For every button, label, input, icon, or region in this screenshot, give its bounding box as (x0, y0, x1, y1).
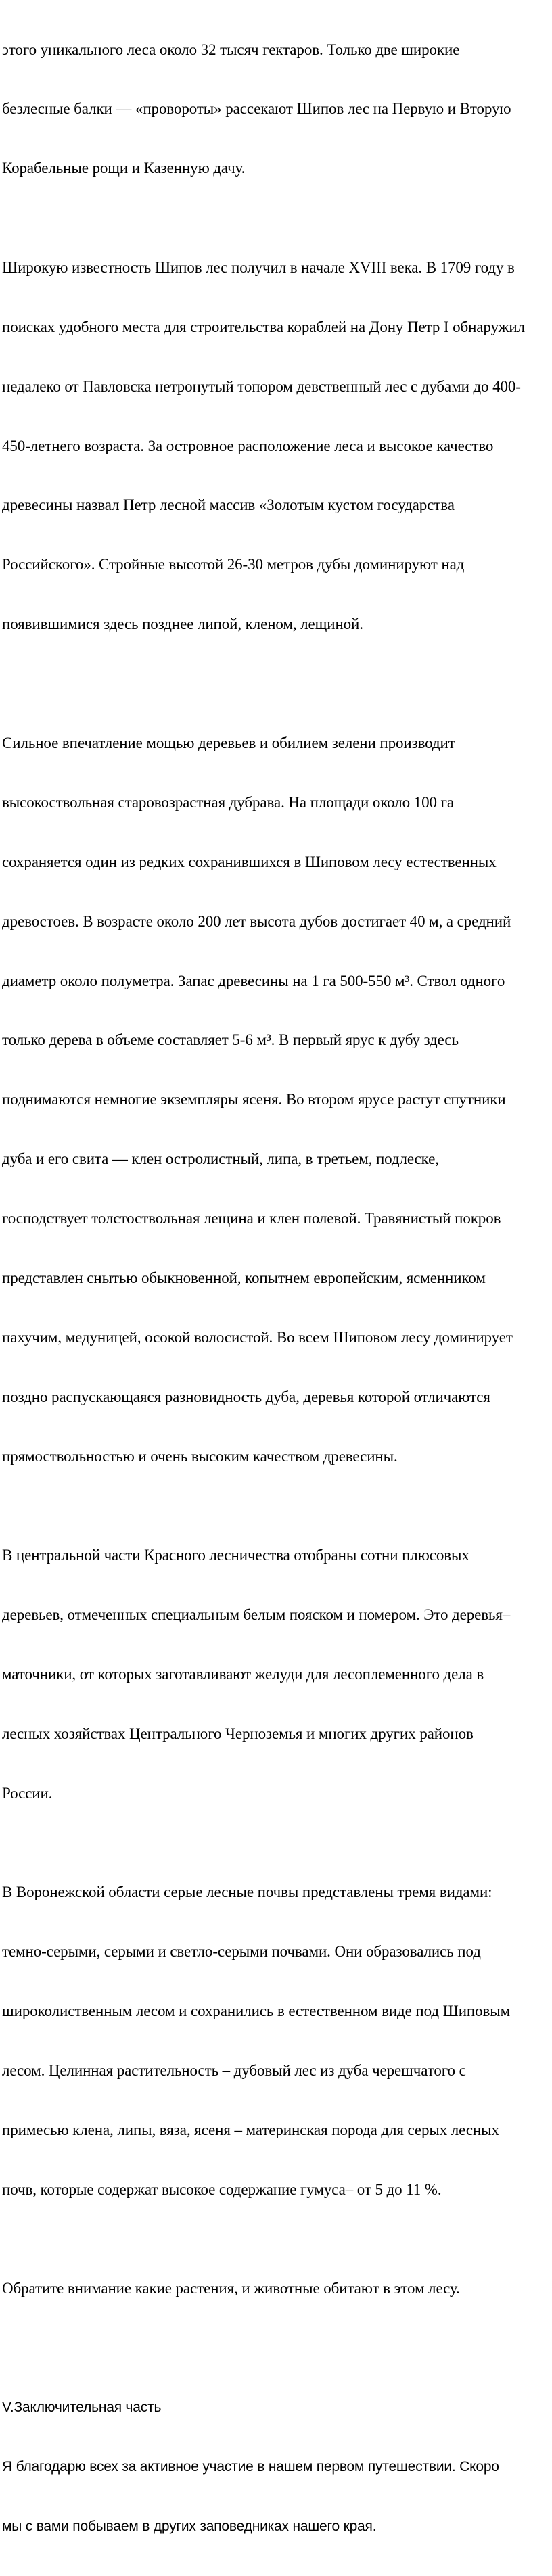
text-line: представлен снытью обыкновенной, копытнем европейским, ясменником (2, 1269, 486, 1286)
paragraph-forest-history (2, 218, 551, 674)
text-line: поднимаются немногие экземпляры ясеня. Во втором ярусе растут спутники (2, 1091, 506, 1108)
text-line: древесины назвал Петр лесной массив «Золотым кустом государства (2, 496, 455, 514)
blank-line (2, 674, 551, 693)
text-line: только дерева в объеме составляет 5-6 м³. В первый ярус к дубу здесь (2, 1031, 459, 1049)
text-line: поздно распускающаяся разновидность дуба, деревья которой отличаются (2, 1388, 490, 1405)
text-line: Корабельные рощи и Казенную дачу. (2, 160, 246, 177)
paragraph-forest-area (2, 0, 551, 218)
text-line: Сильное впечатление мощью деревьев и обилием зелени производит (2, 734, 455, 751)
text-line: примесью клена, липы, вяза, ясеня – материнская порода для серых лесных (2, 2121, 499, 2138)
text-line: поисках удобного места для строительства кораблей на Дону Петр I обнаружил (2, 318, 525, 335)
text-line: сохраняется один из редких сохранившихся в Шиповом лесу естественных (2, 853, 497, 870)
text-line: пахучим, медуницей, осокой волосистой. Во всем Шиповом лесу доминирует (2, 1328, 513, 1346)
text-line: древостоев. В возрасте около 200 лет высота дубов достигает 40 м, а средний (2, 912, 511, 930)
text-line: господствует толстоствольная лещина и клен полевой. Травянистый покров (2, 1210, 501, 1227)
text-line: высокоствольная старовозрастная дубрава. На площади около 100 га (2, 793, 454, 811)
text-line: появившимися здесь позднее липой, кленом, лещиной. (2, 615, 363, 633)
text-line: В Воронежской области серые лесные почвы представлены тремя видами: (2, 1883, 492, 1901)
text-line: лесом. Целинная растительность – дубовый лес из дуба черешчатого с (2, 2061, 466, 2079)
text-line: лесных хозяйствах Центрального Черноземья и многих других районов (2, 1725, 474, 1742)
text-line: деревьев, отмеченных специальным белым пояском и номером. Это деревья– (2, 1606, 511, 1624)
paragraph-task (2, 2239, 551, 2338)
closing-section (2, 2358, 551, 2575)
text-line: Широкую известность Шипов лес получил в начале XVIII века. В 1709 году в (2, 258, 515, 276)
text-line: прямоствольностью и очень высоким качеством древесины. (2, 1447, 398, 1465)
text-line: мы с вами побываем в других заповедниках нашего края. (2, 2518, 377, 2534)
text-line: широколиственным лесом и сохранились в естественном виде под Шиповым (2, 2002, 511, 2019)
text-line: диаметр около полуметра. Запас древесины на 1 га 500-550 м³. Ствол одного (2, 972, 505, 989)
paragraph-plus-trees (2, 1506, 551, 1843)
paragraph-soils (2, 1843, 551, 2239)
text-line: почв, которые содержат высокое содержание гумуса– от 5 до 11 %. (2, 2180, 442, 2198)
section-heading: V.Заключительная часть (2, 2399, 162, 2415)
text-line: темно-серыми, серыми и светло-серыми почвами. Они образовались под (2, 1943, 481, 1961)
text-line: Я благодарю всех за активное участие в нашем первом путешествии. Скоро (2, 2458, 499, 2475)
text-line: недалеко от Павловска нетронутый топором девственный лес с дубами до 400- (2, 377, 521, 395)
text-line: 450-летнего возраста. За островное расположение леса и высокое качество (2, 437, 494, 454)
text-line: этого уникального леса около 32 тысяч гектаров. Только две широкие (2, 41, 460, 58)
text-line: России. (2, 1784, 53, 1802)
document-body (2, 0, 551, 2576)
text-line: дуба и его свита — клен остролистный, липа, в третьем, подлеске, (2, 1150, 439, 1168)
paragraph-oak-grove (2, 693, 551, 1505)
text-line: маточники, от которых заготавливают желуди для лесоплеменного дела в (2, 1665, 484, 1683)
text-line: Российского». Стройные высотой 26-30 метров дубы доминируют над (2, 556, 465, 573)
text-line: В центральной части Красного лесничества отобраны сотни плюсовых (2, 1547, 469, 1564)
text-line: Обратите внимание какие растения, и животные обитают в этом лесу. (2, 2280, 460, 2297)
blank-line (2, 2338, 551, 2358)
text-line: безлесные балки — «провороты» рассекают Шипов лес на Первую и Вторую (2, 100, 511, 118)
